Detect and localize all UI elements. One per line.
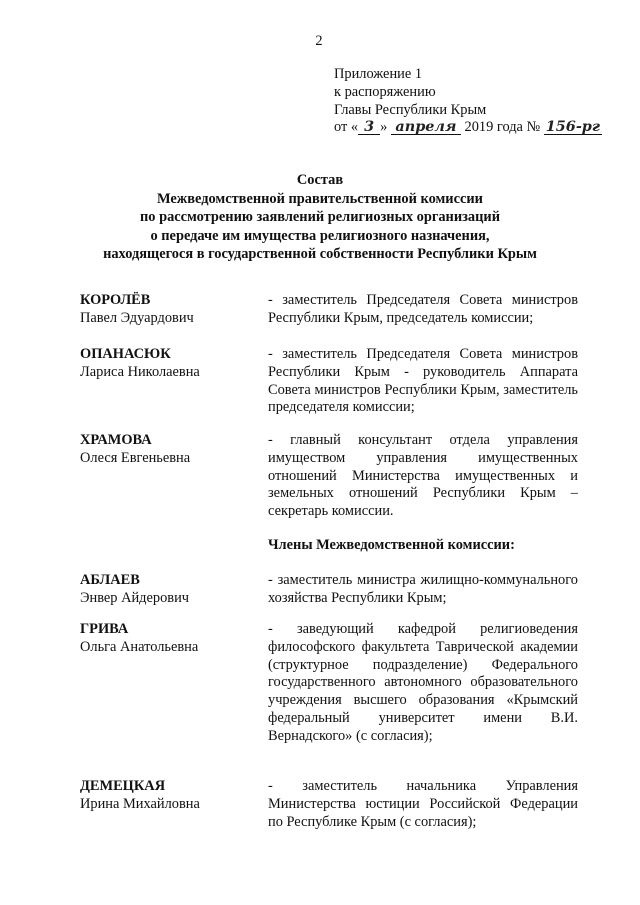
appendix-line-2: к распоряжению <box>334 83 436 100</box>
title-line-3: по рассмотрению заявлений религиозных организаций <box>139 209 500 226</box>
member-name <box>80 432 260 468</box>
member-name <box>80 778 260 814</box>
member-name <box>80 572 260 608</box>
member-role: - заместитель Председателя Совета министров Республики Крым - руководитель Аппарата Совета министров Республики Крым, заместитель председателя комиссии; <box>268 346 578 416</box>
member-surname: ОПАНАСЮК <box>80 346 171 362</box>
doc-number-handwritten: 156-рг <box>545 118 600 136</box>
date-month-handwritten: апреля <box>391 120 461 135</box>
member-name <box>80 346 260 382</box>
member-given-name: Олеся Евгеньевна <box>80 449 191 466</box>
title-line-4: о передаче им имущества религиозного назначения, <box>150 227 490 244</box>
section-heading: Члены Межведомственной комиссии: <box>268 537 515 553</box>
document-title <box>30 172 610 265</box>
member-role: - заместитель Председателя Совета министров Республики Крым, председатель комиссии; <box>268 292 578 326</box>
member-given-name: Лариса Николаевна <box>80 363 200 380</box>
member-name <box>80 621 260 657</box>
appendix-date-line <box>334 119 634 137</box>
date-day-handwritten: 3 <box>358 120 380 135</box>
date-mid: » <box>380 119 388 136</box>
member-given-name: Павел Эдуардович <box>80 309 194 326</box>
member-role: - заместитель начальника Управления Министерства юстиции Российской Федерации по Республике Крым (с согласия); <box>268 778 578 830</box>
member-role: - главный консультант отдела управления имуществом управления имущественных отношений Министерства имущественных и земельных отношений Республики Крым – секретарь комиссии. <box>268 432 578 520</box>
member-role: - заведующий кафедрой религиоведения философского факультета Таврической академии (структурное подразделение) Федерального государственного автономного образовательного учреждения высшего образования «Крымский федеральный университет имени В.И. Вернадского» (с согласия); <box>268 621 578 744</box>
member-surname: АБЛАЕВ <box>80 572 140 588</box>
member-role: - заместитель министра жилищно-коммунального хозяйства Республики Крым; <box>268 572 578 606</box>
member-surname: ГРИВА <box>80 621 129 637</box>
member-given-name: Ольга Анатольевна <box>80 638 199 655</box>
date-year: 2019 года № <box>464 119 541 136</box>
title-line-2: Межведомственной правительственной комиссии <box>157 190 483 207</box>
title-line-5: находящегося в государственной собственности Республики Крым <box>103 246 537 263</box>
page-number: 2 <box>315 33 323 49</box>
member-surname: ХРАМОВА <box>80 432 152 448</box>
title-line-1: Состав <box>296 172 344 188</box>
member-surname: ДЕМЕЦКАЯ <box>80 778 166 794</box>
member-surname: КОРОЛЁВ <box>80 292 151 308</box>
member-name <box>80 292 260 328</box>
date-prefix: от « <box>334 119 359 136</box>
appendix-line-3: Главы Республики Крым <box>334 101 487 118</box>
member-given-name: Энвер Айдерович <box>80 589 190 606</box>
appendix-line-1: Приложение 1 <box>334 66 423 82</box>
appendix-block <box>334 66 634 137</box>
member-given-name: Ирина Михайловна <box>80 795 200 812</box>
